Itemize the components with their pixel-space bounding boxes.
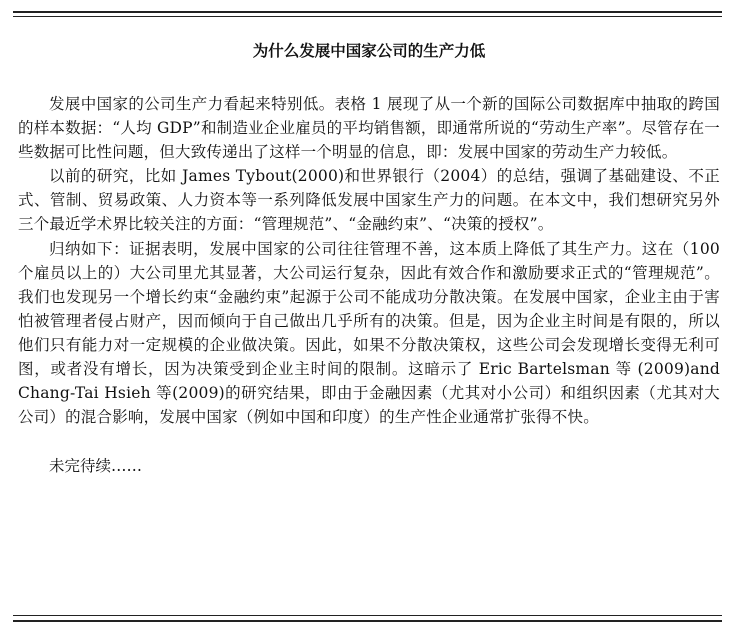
top-border-rule-thick — [13, 11, 722, 13]
bottom-border-rule-thick — [13, 620, 722, 622]
paragraph-3: 归纳如下：证据表明，发展中国家的公司往往管理不善，这本质上降低了其生产力。这在（100 个雇员以上的）大公司里尤其显著，大公司运行复杂，因此有效合作和激励要求正式的“管理规范”。我们也发现另一个增长约束“金融约束”起源于公司不能成功分散决策。在发展中国家，企业主由于害怕被管理者侵占财产，因而倾向于自己做出几乎所有的决策。但是，因为企业主时间是有限的，所以他们只有能力对一定规模的企业做决策。因此，如果不分散决策权，这些公司会发现增长变得无利可图，或者没有增长，因为决策受到企业主时间的限制。这暗示了 Eric Bartelsman 等 (2009)and Chang-Tai Hsieh 等(2009)的研究结果，即由于金融因素（尤其对小公司）和组织因素（尤其对大公司）的混合影响，发展中国家（例如中国和印度）的生产性企业通常扩张得不快。 — [18, 239, 720, 427]
bottom-border-rule-thin — [13, 615, 722, 616]
top-border-rule-thin — [13, 16, 722, 17]
article-title: 为什么发展中国家公司的生产力低 — [252, 42, 486, 60]
paragraph-1: 发展中国家的公司生产力看起来特别低。表格 1 展现了从一个新的国际公司数据库中抽取的跨国的样本数据：“人均 GDP”和制造业企业雇员的平均销售额，即通常所说的“劳动生产率”。尽管存在一些数据可比性问题，但大致传递出了这样一个明显的信息，即：发展中国家的劳动生产力较低。 — [18, 95, 720, 162]
to-be-continued-note: 未完待续…… — [49, 457, 143, 476]
paragraph-2: 以前的研究，比如 James Tybout(2000)和世界银行（2004）的总结，强调了基础建设、不正式、管制、贸易政策、人力资本等一系列降低发展中国家生产力的问题。在本文中，我们想研究另外三个最近学术界比较关注的方面：“管理规范”、“金融约束”、“决策的授权”。 — [18, 167, 720, 234]
article-body — [18, 40, 720, 478]
